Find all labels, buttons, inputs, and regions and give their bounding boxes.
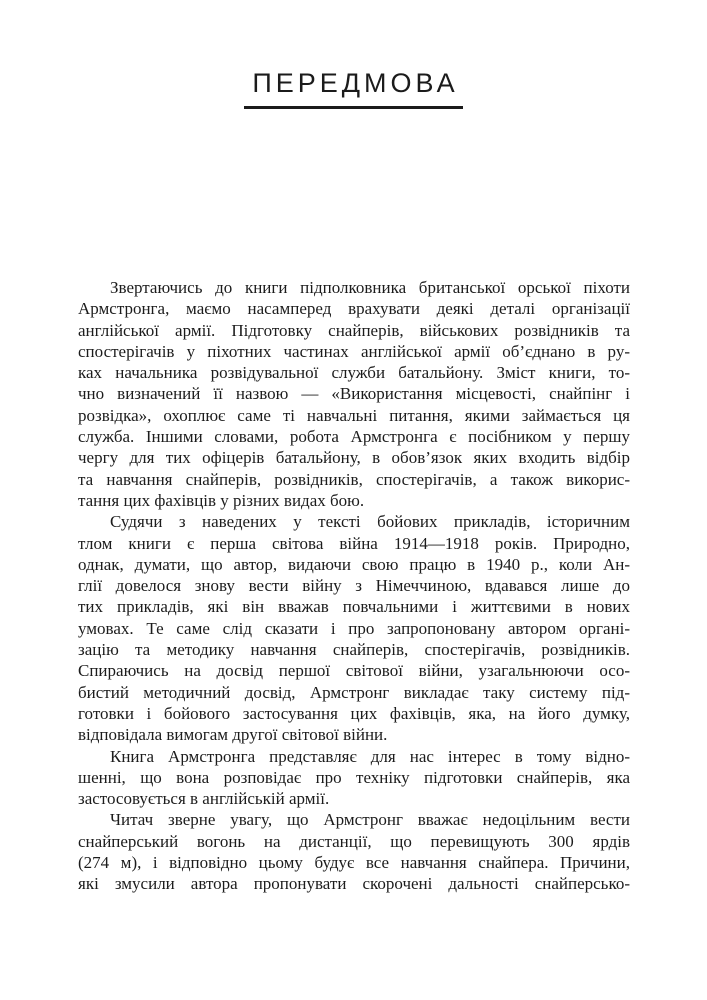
text-line: Спираючись на досвід першої світової війни, узагальнюючи осо-: [78, 661, 630, 681]
text-line: тання цих фахівців у різних видах бою.: [78, 490, 365, 510]
text-line: розвідка», охоплює саме ті навчальні питання, якими займається ця: [78, 405, 630, 425]
text-line: Читач зверне увагу, що Армстронг вважає недоцільним вести: [110, 810, 630, 830]
text-line: Судячи з наведених у тексті бойових прикладів, історичним: [110, 512, 630, 532]
paragraph: [78, 746, 630, 810]
text-line: зацію та методику навчання снайперів, спостерігачів, розвідників.: [78, 640, 630, 660]
paragraph: [78, 277, 630, 511]
text-line: служба. Іншими словами, робота Армстронга є посібником у першу: [78, 427, 630, 447]
text-line: тлом книги є перша світова війна 1914—1918 років. Природно,: [78, 533, 630, 553]
text-line: тих прикладів, які він вважав повчальними і життєвими в нових: [78, 597, 630, 617]
paragraph: [78, 809, 630, 894]
page-title: ПЕРЕДМОВА: [244, 70, 462, 109]
text-line: шенні, що вона розповідає про техніку підготовки снайперів, яка: [78, 767, 630, 787]
text-line: які змусили автора пропонувати скорочені дальності снайперсько-: [78, 874, 630, 894]
text-line: однак, думати, що автор, видаючи свою працю в 1940 р., коли Ан-: [78, 554, 630, 574]
text-line: чно визначений її назвою — «Використання місцевості, снайпінг і: [78, 384, 630, 404]
text-line: застосовується в англійській армії.: [78, 789, 330, 809]
text-line: Армстронга, маємо насамперед врахувати деякі деталі організації: [78, 299, 630, 319]
text-line: чергу для тих офіцерів батальйону, в обов’язок яких входить відбір: [78, 448, 630, 468]
text-line: глії довелося знову вести війну з Німеччиною, вдавався лише до: [78, 576, 630, 596]
text-line: (274 м), і відповідно цьому будує все навчання снайпера. Причини,: [78, 853, 630, 873]
body-text: [78, 277, 630, 895]
text-line: умовах. Те саме слід сказати і про запропоновану автором органі-: [78, 618, 630, 638]
text-line: готовки і бойового застосування цих фахівців, яка, на його думку,: [78, 703, 630, 723]
text-line: відповідала вимогам другої світової війни.: [78, 725, 388, 745]
text-line: англійської армії. Підготовку снайперів, військових розвідників та: [78, 320, 630, 340]
title-block: [0, 70, 707, 109]
text-line: спостерігачів у піхотних частинах англійської армії об’єднано в ру-: [78, 341, 630, 361]
text-line: ках начальника розвідувальної служби батальйону. Зміст книги, то-: [78, 363, 630, 383]
text-line: Книга Армстронга представляє для нас інтерес в тому відно-: [110, 746, 630, 766]
text-line: Звертаючись до книги підполковника британської орської піхоти: [110, 278, 630, 297]
text-line: та навчання снайперів, розвідників, спостерігачів, а також викорис-: [78, 469, 630, 489]
paragraph: [78, 511, 630, 745]
text-line: снайперський вогонь на дистанції, що перевищують 300 ярдів: [78, 831, 630, 851]
text-line: бистий методичний досвід, Армстронг викладає таку систему під-: [78, 682, 630, 702]
